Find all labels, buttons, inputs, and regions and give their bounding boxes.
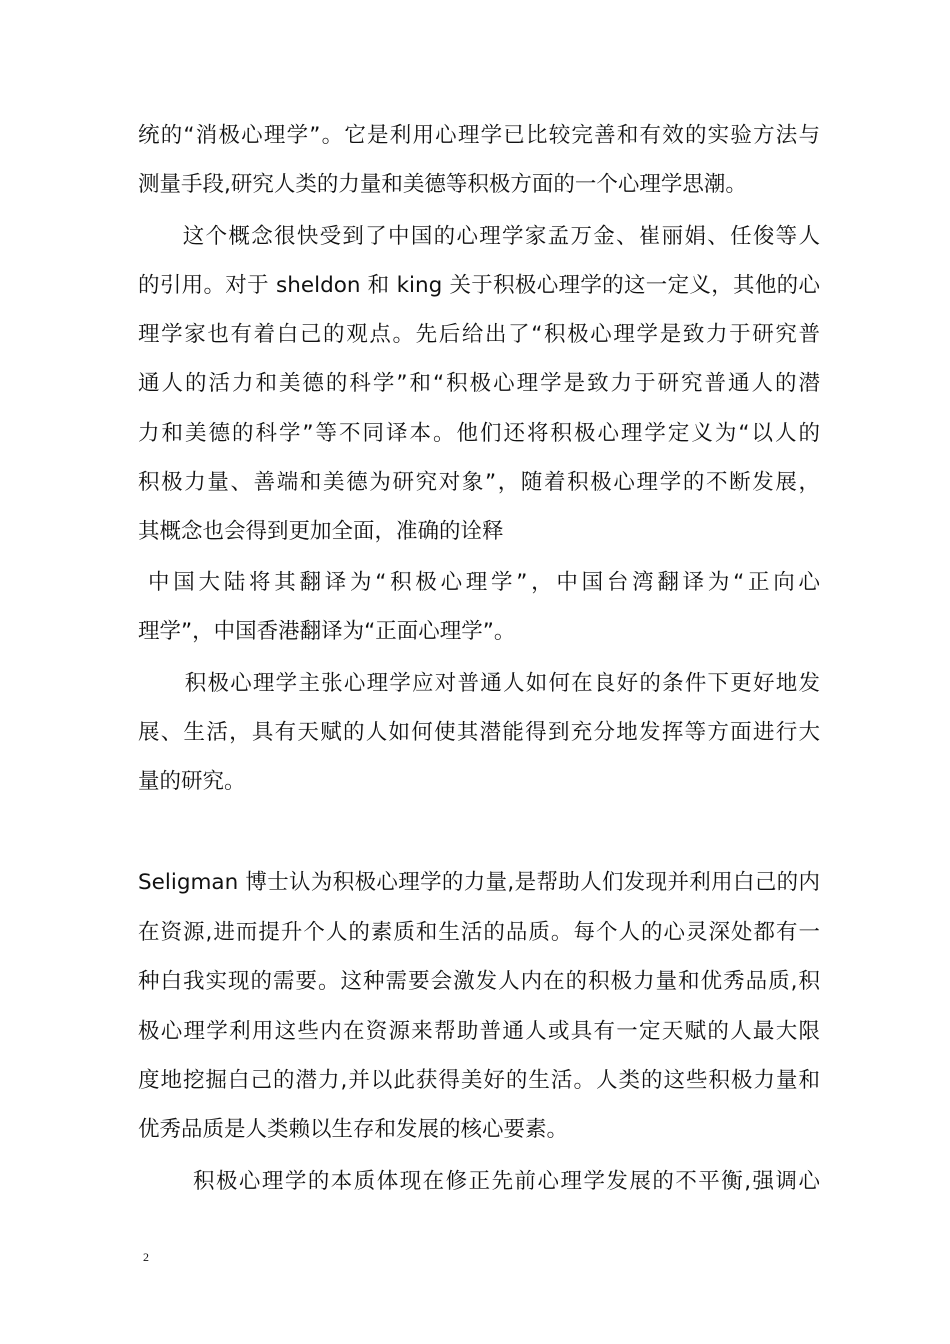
text-line: 理学家也有着白己的观点。先后给出了“积极心理学是致力于研究普 bbox=[138, 322, 820, 347]
page-number: 2 bbox=[143, 1250, 149, 1264]
text-line: 优秀品质是人类赖以生存和发展的核心要素。 bbox=[138, 1117, 569, 1142]
text-line: 度地挖掘白己的潜力,并以此获得美好的生活。人类的这些积极力量和 bbox=[138, 1068, 820, 1093]
text-line: 积极力量、善端和美德为研究对象”，随着积极心理学的不断发展， bbox=[138, 470, 820, 495]
text-line: 这个概念很快受到了中国的心理学家孟万金、崔丽娟、任俊等人 bbox=[160, 224, 820, 249]
text-line: 通人的活力和美德的科学”和“积极心理学是致力于研究普通人的潜 bbox=[138, 371, 820, 396]
text-line: 的引用。对于 sheldon 和 king 关于积极心理学的这一定义，其他的心 bbox=[138, 273, 820, 298]
text-line: 种白我实现的需要。这种需要会激发人内在的积极力量和优秀品质,积 bbox=[138, 969, 820, 994]
text-line: 展、生活，具有天赋的人如何使其潜能得到充分地发挥等方面进行大 bbox=[138, 720, 820, 745]
text-line: 统的“消极心理学”。它是利用心理学已比较完善和有效的实验方法与 bbox=[138, 123, 820, 148]
text-line: 在资源,进而提升个人的素质和生活的品质。每个人的心灵深处都有一 bbox=[138, 920, 820, 945]
text-line: 中国大陆将其翻译为“积极心理学”，中国台湾翻译为“正向心 bbox=[148, 570, 820, 595]
text-line: 理学”，中国香港翻译为“正面心理学”。 bbox=[138, 619, 516, 644]
text-line: 积极心理学主张心理学应对普通人如何在良好的条件下更好地发 bbox=[162, 671, 820, 696]
text-line: Seligman 博士认为积极心理学的力量,是帮助人们发现并利用白己的内 bbox=[138, 870, 820, 895]
text-line: 极心理学利用这些内在资源来帮助普通人或具有一定天赋的人最大限 bbox=[138, 1019, 820, 1044]
text-line: 其概念也会得到更加全面，准确的诠释 bbox=[138, 519, 504, 544]
text-line: 测量手段,研究人类的力量和美德等积极方面的一个心理学思潮。 bbox=[138, 172, 747, 197]
text-line: 量的研究。 bbox=[138, 769, 246, 794]
text-line: 积极心理学的本质体现在修正先前心理学发展的不平衡,强调心 bbox=[170, 1169, 820, 1194]
text-line: 力和美德的科学”等不同译本。他们还将积极心理学定义为“以人的 bbox=[138, 421, 820, 446]
